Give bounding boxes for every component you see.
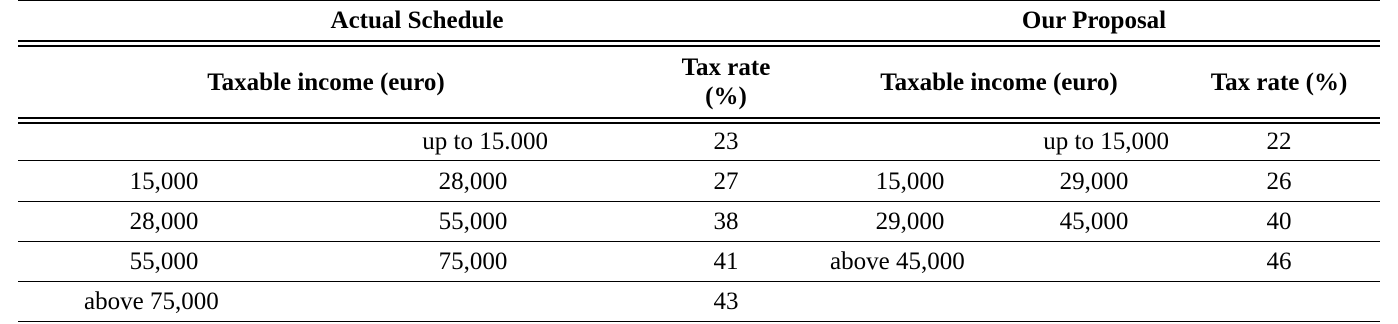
column-header-actual-tax-rate-line1: Tax rate xyxy=(681,54,771,81)
row-3-proposal-from: 29,000 xyxy=(875,208,945,235)
row-3-proposal-rate: 40 xyxy=(1266,208,1292,235)
row-1-proposal-to: up to 15,000 xyxy=(1043,128,1169,155)
row-2-actual-from: 15,000 xyxy=(129,168,199,195)
column-header-actual-tax-rate xyxy=(682,53,771,111)
row-4-actual-from: 55,000 xyxy=(129,248,199,275)
row-4-rule xyxy=(18,281,1380,282)
row-1-actual-rate: 23 xyxy=(713,128,739,155)
group-header-actual-schedule: Actual Schedule xyxy=(330,7,504,34)
row-2-proposal-rate: 26 xyxy=(1266,168,1292,195)
group-header-our-proposal: Our Proposal xyxy=(1021,7,1167,34)
row-1-rule xyxy=(18,160,1380,161)
row-2-proposal-to: 29,000 xyxy=(1059,168,1129,195)
row-1-actual-to: up to 15.000 xyxy=(422,128,548,155)
row-2-actual-rate: 27 xyxy=(713,168,739,195)
row-3-actual-to: 55,000 xyxy=(438,208,508,235)
column-header-actual-tax-rate-line2: (%) xyxy=(705,83,747,110)
row-3-actual-rate: 38 xyxy=(713,208,739,235)
row-4-proposal-rate: 46 xyxy=(1266,248,1292,275)
table-top-rule xyxy=(18,0,1380,1)
row-1-proposal-rate: 22 xyxy=(1266,128,1292,155)
row-4-actual-to: 75,000 xyxy=(438,248,508,275)
table-bottom-rule xyxy=(18,321,1380,322)
row-2-proposal-from: 15,000 xyxy=(875,168,945,195)
column-header-double-rule-bottom xyxy=(18,122,1380,124)
column-header-actual-taxable-income: Taxable income (euro) xyxy=(207,69,445,96)
row-4-actual-rate: 41 xyxy=(713,248,739,275)
row-5-actual-rate: 43 xyxy=(713,288,739,315)
row-2-rule xyxy=(18,201,1380,202)
column-header-proposal-taxable-income: Taxable income (euro) xyxy=(880,69,1118,96)
column-header-proposal-tax-rate: Tax rate (%) xyxy=(1210,69,1348,96)
row-3-actual-from: 28,000 xyxy=(129,208,199,235)
group-header-double-rule-bottom xyxy=(18,45,1380,47)
row-3-rule xyxy=(18,241,1380,242)
row-5-actual-from: above 75,000 xyxy=(84,288,219,315)
column-header-double-rule-top xyxy=(18,117,1380,119)
group-header-double-rule-top xyxy=(18,40,1380,42)
row-3-proposal-to: 45,000 xyxy=(1059,208,1129,235)
row-2-actual-to: 28,000 xyxy=(438,168,508,195)
row-4-proposal-from: above 45,000 xyxy=(830,248,965,275)
